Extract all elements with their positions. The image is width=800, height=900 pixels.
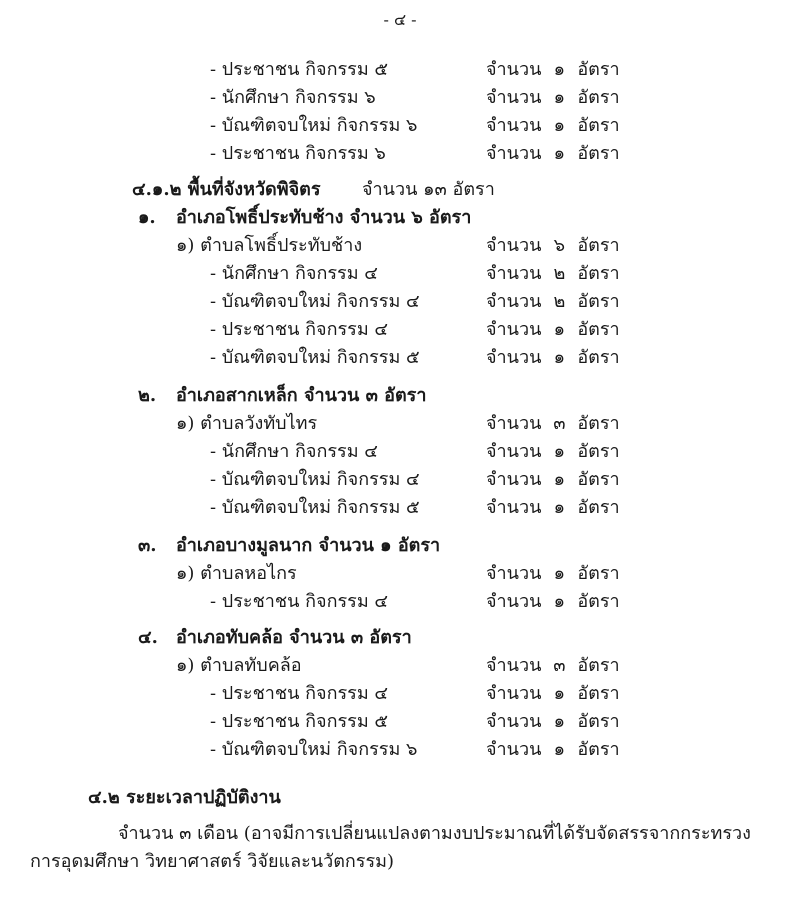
section-4-2-title: ๔.๒ ระยะเวลาปฏิบัติงาน bbox=[88, 787, 281, 808]
list-item-count bbox=[486, 58, 620, 82]
section-4-1-2-title: ๔.๑.๒ พื้นที่จังหวัดพิจิตร bbox=[132, 179, 321, 200]
list-item-label: - บัณฑิตจบใหม่ กิจกรรม ๔ bbox=[210, 469, 420, 490]
count-rate: อัตรา bbox=[577, 347, 620, 368]
count-rate: อัตรา bbox=[577, 263, 620, 284]
count-rate: อัตรา bbox=[577, 563, 620, 584]
count-value: ๑ bbox=[553, 683, 566, 704]
subdistrict-label: ๑) ตำบลหอไกร bbox=[176, 563, 297, 584]
count-unit: จำนวน bbox=[486, 739, 542, 760]
subdistrict-count bbox=[486, 654, 620, 678]
list-item-label: - ประชาชน กิจกรรม ๕ bbox=[210, 711, 389, 732]
count-value: ๑ bbox=[553, 441, 566, 462]
list-item-count bbox=[486, 738, 620, 762]
list-item-count bbox=[486, 86, 620, 110]
count-unit: จำนวน bbox=[486, 59, 542, 80]
count-rate: อัตรา bbox=[577, 115, 620, 136]
count-value: ๑ bbox=[553, 143, 566, 164]
count-unit: จำนวน bbox=[486, 115, 542, 136]
list-item-label: - ประชาชน กิจกรรม ๔ bbox=[210, 319, 389, 340]
list-item-count bbox=[486, 440, 620, 464]
count-unit: จำนวน bbox=[486, 235, 542, 256]
list-item-label: - นักศึกษา กิจกรรม ๔ bbox=[210, 441, 378, 462]
count-value: ๑ bbox=[553, 591, 566, 612]
list-item-count bbox=[486, 346, 620, 370]
subdistrict-label: ๑) ตำบลทับคล้อ bbox=[176, 655, 302, 676]
count-rate: อัตรา bbox=[577, 591, 620, 612]
count-value: ๑ bbox=[553, 563, 566, 584]
count-rate: อัตรา bbox=[577, 87, 620, 108]
list-item-label: - ประชาชน กิจกรรม ๔ bbox=[210, 591, 389, 612]
subdistrict-count bbox=[486, 562, 620, 586]
count-unit: จำนวน bbox=[486, 711, 542, 732]
count-unit: จำนวน bbox=[486, 497, 542, 518]
list-item-count bbox=[486, 290, 620, 314]
count-rate: อัตรา bbox=[577, 497, 620, 518]
subdistrict-count bbox=[486, 412, 620, 436]
count-value: ๑ bbox=[553, 347, 566, 368]
count-value: ๒ bbox=[553, 291, 566, 312]
count-unit: จำนวน bbox=[486, 413, 542, 434]
subdistrict-label: ๑) ตำบลโพธิ์ประทับช้าง bbox=[176, 235, 363, 256]
district-number: ๔. bbox=[138, 627, 158, 648]
count-unit: จำนวน bbox=[486, 655, 542, 676]
count-rate: อัตรา bbox=[577, 235, 620, 256]
count-value: ๓ bbox=[553, 413, 566, 434]
page-number: - ๔ - bbox=[383, 10, 417, 29]
list-item-label: - ประชาชน กิจกรรม ๕ bbox=[210, 59, 389, 80]
section-4-1-2-count: จำนวน ๑๓ อัตรา bbox=[362, 179, 495, 200]
list-item-label: - บัณฑิตจบใหม่ กิจกรรม ๕ bbox=[210, 497, 420, 518]
count-unit: จำนวน bbox=[486, 441, 542, 462]
section-4-2-paragraph-line-1: จำนวน ๓ เดือน (อาจมีการเปลี่ยนแปลงตามงบประมาณที่ได้รับจัดสรรจากกระทรวง bbox=[118, 823, 751, 844]
count-unit: จำนวน bbox=[486, 469, 542, 490]
list-item-count bbox=[486, 496, 620, 520]
list-item-label: - นักศึกษา กิจกรรม ๖ bbox=[210, 87, 376, 108]
list-item-count bbox=[486, 710, 620, 734]
count-value: ๑ bbox=[553, 497, 566, 518]
list-item-count bbox=[486, 262, 620, 286]
count-rate: อัตรา bbox=[577, 469, 620, 490]
section-4-2-paragraph-line-2: การอุดมศึกษา วิทยาศาสตร์ วิจัยและนวัตกรรม) bbox=[30, 851, 395, 872]
count-rate: อัตรา bbox=[577, 739, 620, 760]
count-rate: อัตรา bbox=[577, 441, 620, 462]
count-rate: อัตรา bbox=[577, 413, 620, 434]
list-item-count bbox=[486, 468, 620, 492]
district-number: ๑. bbox=[138, 207, 156, 228]
list-item-label: - นักศึกษา กิจกรรม ๔ bbox=[210, 263, 378, 284]
count-value: ๑ bbox=[553, 115, 566, 136]
count-rate: อัตรา bbox=[577, 143, 620, 164]
list-item-count bbox=[486, 114, 620, 138]
count-rate: อัตรา bbox=[577, 291, 620, 312]
count-value: ๑ bbox=[553, 739, 566, 760]
count-value: ๑ bbox=[553, 711, 566, 732]
count-value: ๑ bbox=[553, 319, 566, 340]
list-item-label: - บัณฑิตจบใหม่ กิจกรรม ๖ bbox=[210, 739, 418, 760]
count-unit: จำนวน bbox=[486, 591, 542, 612]
count-unit: จำนวน bbox=[486, 291, 542, 312]
list-item-label: - ประชาชน กิจกรรม ๔ bbox=[210, 683, 389, 704]
count-value: ๑ bbox=[553, 87, 566, 108]
count-rate: อัตรา bbox=[577, 655, 620, 676]
list-item-label: - บัณฑิตจบใหม่ กิจกรรม ๕ bbox=[210, 347, 420, 368]
count-value: ๖ bbox=[553, 235, 566, 256]
count-value: ๒ bbox=[553, 263, 566, 284]
list-item-count bbox=[486, 682, 620, 706]
list-item-count bbox=[486, 142, 620, 166]
count-value: ๓ bbox=[553, 655, 566, 676]
count-unit: จำนวน bbox=[486, 683, 542, 704]
count-unit: จำนวน bbox=[486, 87, 542, 108]
count-unit: จำนวน bbox=[486, 347, 542, 368]
count-unit: จำนวน bbox=[486, 319, 542, 340]
count-rate: อัตรา bbox=[577, 59, 620, 80]
list-item-label: - ประชาชน กิจกรรม ๖ bbox=[210, 143, 386, 164]
count-value: ๑ bbox=[553, 469, 566, 490]
count-unit: จำนวน bbox=[486, 563, 542, 584]
count-unit: จำนวน bbox=[486, 263, 542, 284]
subdistrict-count bbox=[486, 234, 620, 258]
district-heading: อำเภอสากเหล็ก จำนวน ๓ อัตรา bbox=[176, 385, 427, 406]
list-item-count bbox=[486, 318, 620, 342]
list-item-count bbox=[486, 590, 620, 614]
district-heading: อำเภอบางมูลนาก จำนวน ๑ อัตรา bbox=[176, 535, 441, 556]
count-unit: จำนวน bbox=[486, 143, 542, 164]
subdistrict-label: ๑) ตำบลวังทับไทร bbox=[176, 413, 318, 434]
count-rate: อัตรา bbox=[577, 319, 620, 340]
district-number: ๒. bbox=[138, 385, 157, 406]
list-item-label: - บัณฑิตจบใหม่ กิจกรรม ๖ bbox=[210, 115, 418, 136]
count-rate: อัตรา bbox=[577, 711, 620, 732]
count-value: ๑ bbox=[553, 59, 566, 80]
count-rate: อัตรา bbox=[577, 683, 620, 704]
district-heading: อำเภอโพธิ์ประทับช้าง จำนวน ๖ อัตรา bbox=[176, 207, 472, 228]
list-item-label: - บัณฑิตจบใหม่ กิจกรรม ๔ bbox=[210, 291, 420, 312]
district-number: ๓. bbox=[138, 535, 157, 556]
district-heading: อำเภอทับคล้อ จำนวน ๓ อัตรา bbox=[176, 627, 412, 648]
